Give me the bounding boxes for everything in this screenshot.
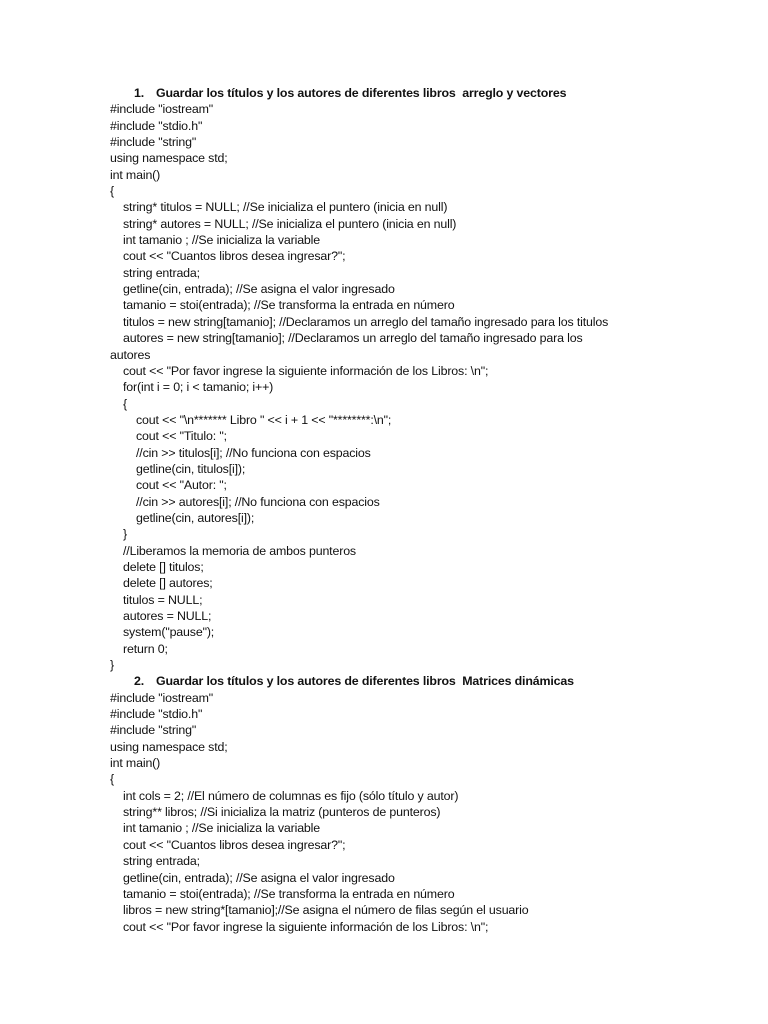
section-1-heading: [110, 85, 750, 101]
section-2-heading: [110, 673, 750, 689]
code-line: //Liberamos la memoria de ambos punteros: [123, 543, 356, 558]
code-line: libros = new string*[tamanio];//Se asigna el número de filas según el usuario: [123, 903, 529, 918]
code-line: #include "string": [110, 135, 197, 150]
code-line: delete [] autores;: [123, 576, 213, 591]
code-line: getline(cin, entrada); //Se asigna el valor ingresado: [123, 282, 395, 297]
code-line: #include "stdio.h": [110, 707, 203, 722]
code-line: {: [110, 184, 114, 199]
document-page: [110, 85, 750, 935]
code-line: getline(cin, autores[i]);: [136, 510, 255, 525]
code-line: int cols = 2; //El número de columnas es fijo (sólo título y autor): [123, 788, 459, 803]
code-line: cout << "\n******* Libro " << i + 1 << "********:\n";: [136, 412, 392, 427]
code-line: for(int i = 0; i < tamanio; i++): [123, 380, 274, 395]
code-line: {: [110, 772, 114, 787]
code-line: tamanio = stoi(entrada); //Se transforma la entrada en número: [123, 298, 455, 313]
code-line: using namespace std;: [110, 151, 228, 166]
code-line: cout << "Por favor ingrese la siguiente información de los Libros: \n";: [123, 363, 489, 378]
section-2-code-block: [110, 690, 750, 935]
code-line: #include "iostream": [110, 690, 214, 705]
code-line: }: [123, 527, 127, 542]
section-2-title: Guardar los títulos y los autores de diferentes libros Matrices dinámicas: [156, 674, 574, 689]
code-line: string** libros; //Si inicializa la matriz (punteros de punteros): [123, 805, 441, 820]
code-line: cout << "Por favor ingrese la siguiente información de los Libros: \n";: [123, 919, 489, 934]
code-line: using namespace std;: [110, 739, 228, 754]
code-line: autores = new string[tamanio]; //Declaramos un arreglo del tamaño ingresado para los: [123, 331, 583, 346]
code-line: //cin >> autores[i]; //No funciona con espacios: [136, 494, 380, 509]
code-line: string entrada;: [123, 854, 200, 869]
code-line: tamanio = stoi(entrada); //Se transforma la entrada en número: [123, 886, 455, 901]
code-line: #include "string": [110, 723, 197, 738]
code-line: string entrada;: [123, 265, 200, 280]
code-line: titulos = new string[tamanio]; //Declaramos un arreglo del tamaño ingresado para los titulos: [123, 314, 609, 329]
code-line: autores: [110, 347, 151, 362]
section-1-code-block: [110, 101, 750, 673]
code-line: getline(cin, titulos[i]);: [136, 461, 246, 476]
code-line: cout << "Cuantos libros desea ingresar?";: [123, 837, 346, 852]
code-line: #include "iostream": [110, 102, 214, 117]
code-line: cout << "Cuantos libros desea ingresar?";: [123, 249, 346, 264]
code-line: string* titulos = NULL; //Se inicializa el puntero (inicia en null): [123, 200, 448, 215]
code-line: autores = NULL;: [123, 609, 212, 623]
code-line: cout << "Autor: ";: [136, 478, 227, 493]
code-line: int tamanio ; //Se inicializa la variable: [123, 821, 321, 836]
code-line: int tamanio ; //Se inicializa la variable: [123, 233, 321, 248]
section-1-title: Guardar los títulos y los autores de diferentes libros arreglo y vectores: [156, 86, 567, 100]
code-line: titulos = NULL;: [123, 592, 203, 607]
code-line: int main(): [110, 167, 161, 182]
code-line: getline(cin, entrada); //Se asigna el valor ingresado: [123, 870, 395, 885]
code-line: string* autores = NULL; //Se inicializa el puntero (inicia en null): [123, 216, 457, 231]
code-line: {: [123, 396, 127, 411]
code-line: //cin >> titulos[i]; //No funciona con espacios: [136, 445, 371, 460]
code-line: delete [] titulos;: [123, 559, 204, 574]
section-1-number: 1.: [134, 86, 145, 100]
code-line: system("pause");: [123, 625, 215, 640]
code-line: cout << "Titulo: ";: [136, 429, 227, 444]
code-line: }: [110, 658, 114, 673]
code-line: #include "stdio.h": [110, 118, 203, 133]
section-2-number: 2.: [134, 674, 145, 689]
code-line: return 0;: [123, 641, 168, 656]
code-line: int main(): [110, 756, 161, 771]
